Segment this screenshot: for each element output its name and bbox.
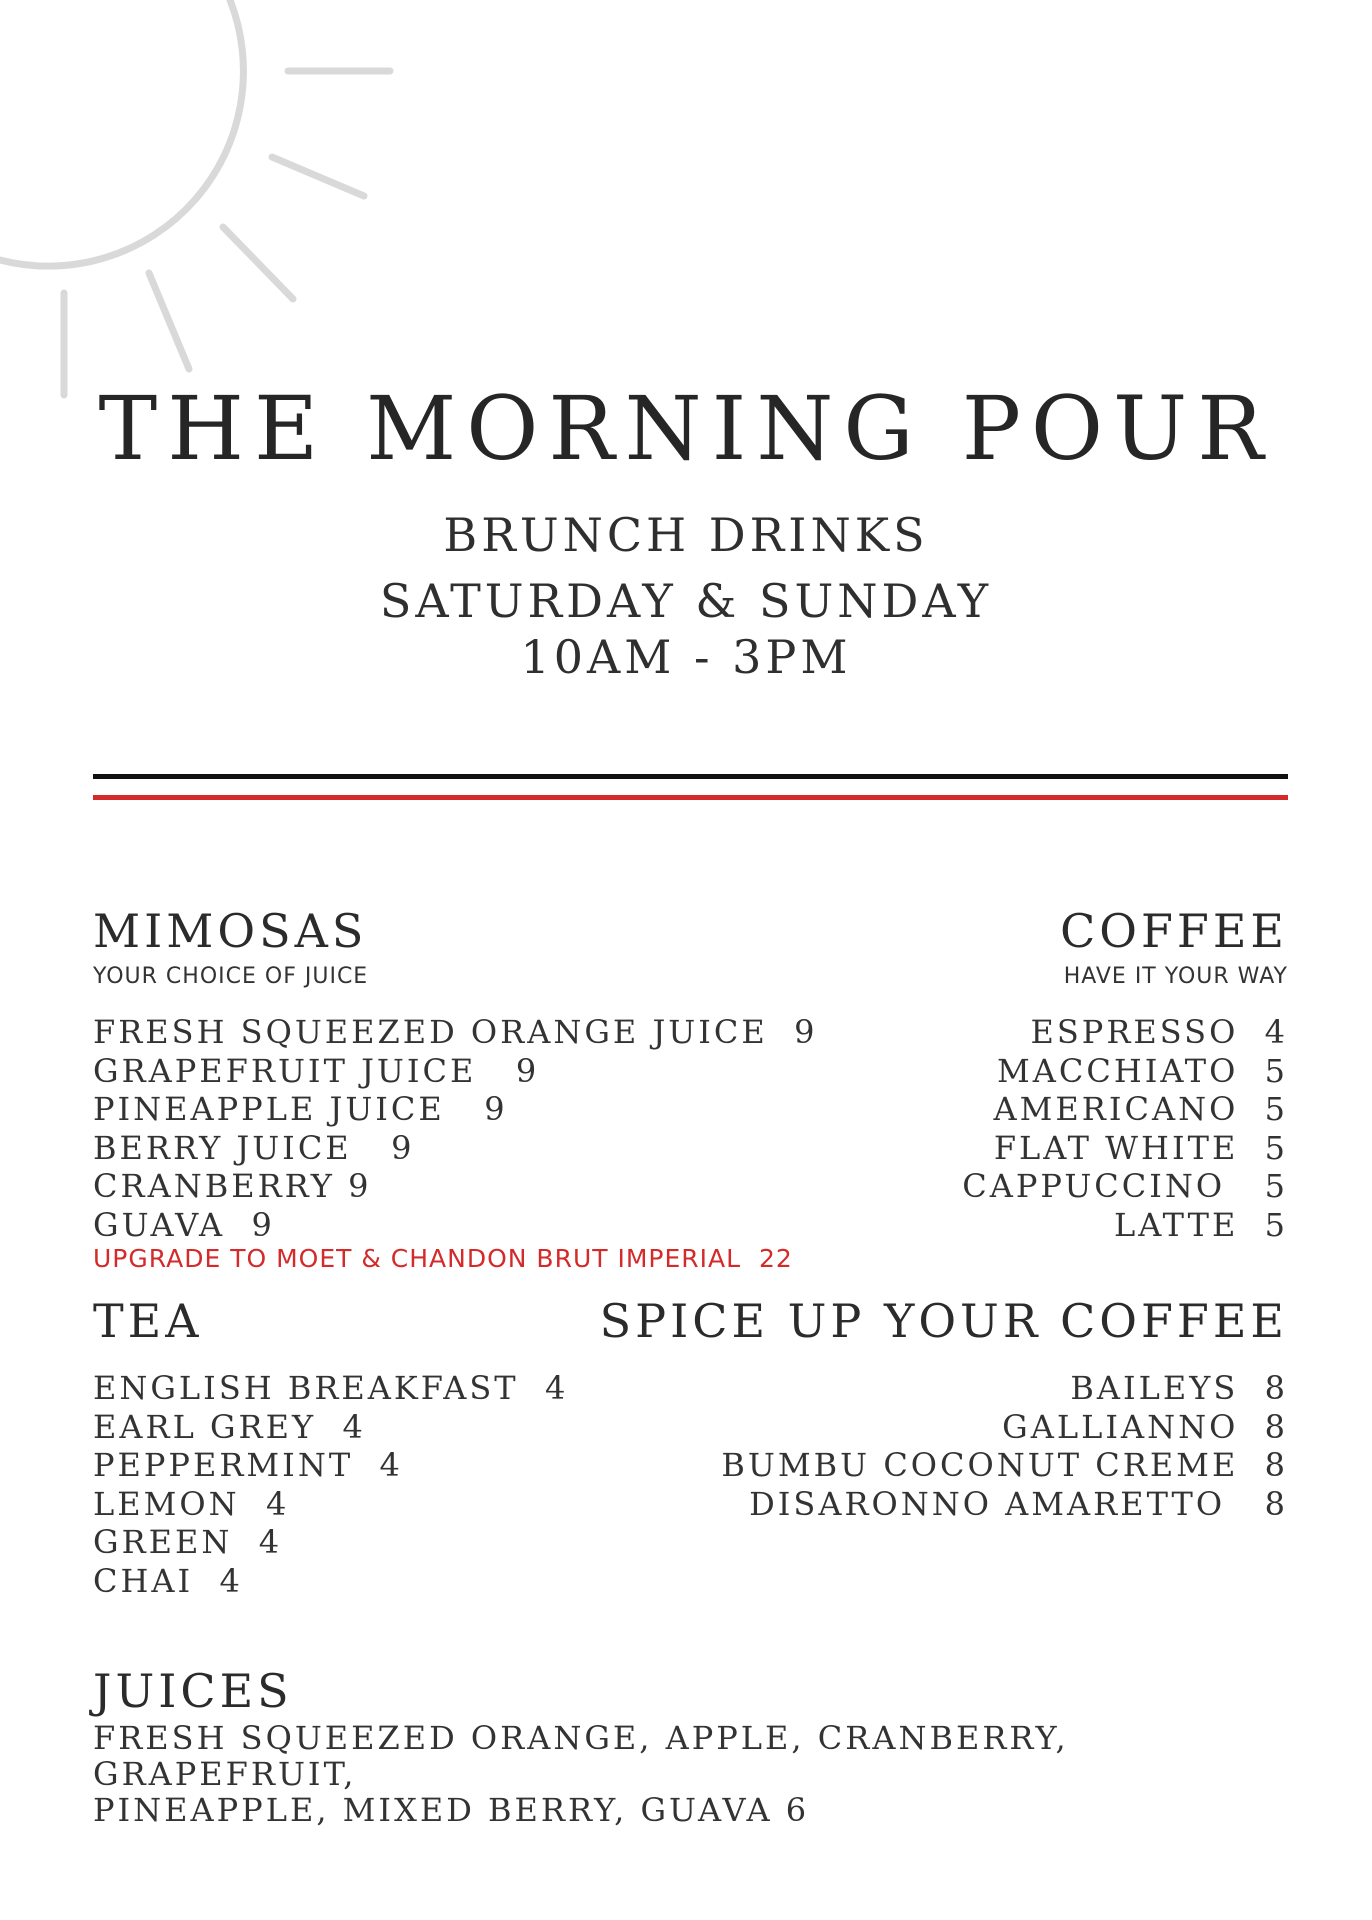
list-item: MACCHIATO 5 — [996, 1051, 1288, 1090]
list-item: LEMON 4 — [93, 1484, 290, 1523]
list-item: CHAI 4 — [93, 1561, 243, 1600]
mimosas-list — [93, 1013, 817, 1244]
sun-icon — [0, 0, 420, 420]
list-item: DISARONNO AMARETTO 8 — [749, 1484, 1288, 1523]
juices-heading: JUICES — [93, 1664, 293, 1718]
list-item: ESPRESSO 4 — [1030, 1013, 1288, 1051]
service-days: SATURDAY & SUNDAY — [379, 574, 993, 628]
list-item: LATTE 5 — [1114, 1205, 1288, 1244]
coffee-note: HAVE IT YOUR WAY — [1063, 964, 1288, 989]
juices-description — [93, 1720, 1293, 1828]
spice-heading: SPICE UP YOUR COFFEE — [599, 1294, 1288, 1348]
mimosas-note: YOUR CHOICE OF JUICE — [93, 964, 369, 989]
list-item: BAILEYS 8 — [1070, 1369, 1288, 1407]
service-hours: 10AM - 3PM — [520, 630, 852, 684]
divider-black — [93, 774, 1288, 779]
tea-list — [93, 1369, 568, 1600]
list-item: BUMBU COCONUT CREME 8 — [721, 1446, 1288, 1484]
list-item: AMERICANO 5 — [993, 1090, 1288, 1128]
list-item: ENGLISH BREAKFAST 4 — [93, 1369, 569, 1407]
coffee-list — [962, 1013, 1288, 1244]
list-item: GUAVA 9 — [93, 1205, 275, 1244]
list-item: GRAPEFRUIT JUICE 9 — [93, 1051, 540, 1090]
mimosas-heading: MIMOSAS — [93, 904, 368, 958]
menu-subtitle: BRUNCH DRINKS — [443, 508, 929, 562]
upgrade-note: UPGRADE TO MOET & CHANDON BRUT IMPERIAL 22 — [93, 1244, 793, 1273]
page-title: THE MORNING POUR — [98, 377, 1274, 480]
list-item: EARL GREY 4 — [93, 1407, 366, 1446]
list-item: BERRY JUICE 9 — [93, 1128, 415, 1167]
coffee-heading: COFFEE — [1060, 904, 1288, 958]
divider-red — [93, 795, 1288, 800]
list-item: PINEAPPLE JUICE 9 — [93, 1090, 508, 1128]
list-item: GREEN 4 — [93, 1523, 283, 1561]
juices-line-1: FRESH SQUEEZED ORANGE, APPLE, CRANBERRY, GRAPEFRUIT, — [93, 1719, 1069, 1793]
list-item: FRESH SQUEEZED ORANGE JUICE 9 — [93, 1013, 818, 1051]
juices-line-2: PINEAPPLE, MIXED BERRY, GUAVA 6 — [93, 1791, 810, 1829]
list-item: FLAT WHITE 5 — [993, 1128, 1288, 1167]
list-item: PEPPERMINT 4 — [93, 1446, 403, 1484]
list-item: CAPPUCCINO 5 — [962, 1167, 1288, 1205]
list-item: CRANBERRY 9 — [93, 1167, 372, 1205]
list-item: GALLIANNO 8 — [1002, 1407, 1288, 1446]
spice-list — [721, 1369, 1288, 1523]
tea-heading: TEA — [93, 1294, 203, 1348]
